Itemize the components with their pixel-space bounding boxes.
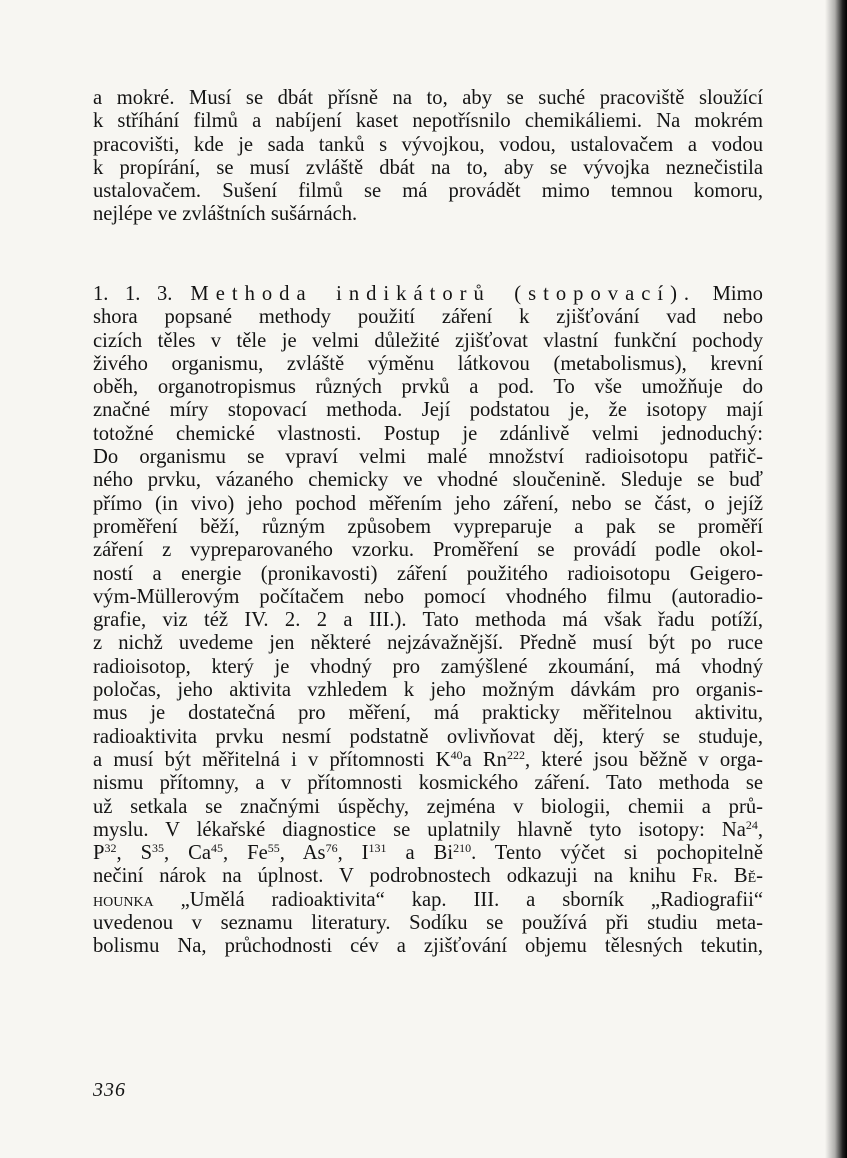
text-line: cizích těles v těle je velmi důležité zjišťovat vlastní funkční pochody	[93, 329, 763, 352]
text-fragment: , Ca	[164, 842, 212, 865]
section-number: 1. 1. 3.	[93, 283, 173, 305]
superscript: 222	[506, 747, 525, 762]
text-fragment: , Fe	[223, 842, 268, 865]
text-line: totožné chemické vlastnosti. Postup je zdánlivě velmi jednoduchý:	[93, 422, 763, 445]
text-fragment: „Umělá radioaktivita“ kap. III. a sborník „Radiografii“	[153, 888, 763, 911]
superscript: 35	[152, 841, 165, 856]
superscript: 32	[104, 841, 117, 856]
text-line-isotopes-k-rn	[93, 749, 763, 772]
text-fragment: , S	[116, 842, 153, 865]
superscript: 210	[453, 841, 472, 856]
author-name: hounka	[93, 888, 154, 911]
paragraph-tracer-method	[93, 283, 763, 959]
text-line: uvedenou v seznamu literatury. Sodíku se používá při studiu meta-	[93, 912, 763, 935]
text-line: pracovišti, kde je sada tanků s vývojkou, vodou, ustalovačem a vodou	[93, 133, 763, 156]
text-line: k stříhání filmů a nabíjení kaset nepotřísnilo chemikáliemi. Na mokrém	[93, 110, 763, 133]
superscript: 76	[325, 841, 338, 856]
text-fragment: nečiní nárok na úplnost. V podrobnostech odkazuji na knihu	[93, 865, 692, 888]
text-line: radioaktivita prvku nesmí podstatně ovlivňovat děj, který se studuje,	[93, 725, 763, 748]
text-line: přímo (in vivo) jeho pochod měřením jeho záření, nebo se část, o jejíž	[93, 492, 763, 515]
text-line: z nichž uvedeme jen některé nejzávažnější. Předně musí být po ruce	[93, 632, 763, 655]
section-title: Methoda indikátorů (stopovací).	[190, 283, 697, 305]
text-line: už setkala se značnými úspěchy, zejména v biologii, chemii a prů-	[93, 795, 763, 818]
text-fragment: P	[93, 842, 105, 865]
text-line: grafie, viz též IV. 2. 2 a III.). Tato methoda má však řadu potíží,	[93, 609, 763, 632]
superscript: 45	[211, 841, 224, 856]
text-line: poločas, jeho aktivita vzhledem k jeho možným dávkám pro organis-	[93, 679, 763, 702]
text-fragment: . Tento výčet si pochopitelně	[471, 842, 763, 865]
text-line: oběh, organotropismus různých prvků a pod. To vše umožňuje do	[93, 376, 763, 399]
page-gutter-shadow	[825, 0, 847, 1158]
text-fragment: a musí být měřitelná i v přítomnosti K	[93, 748, 451, 771]
text-line: záření z vypreparovaného vzorku. Proměření se provádí podle okol-	[93, 539, 763, 562]
text-line-isotopes-list	[93, 842, 763, 865]
text-line: shora popsané methody použití záření k zjišťování vad nebo	[93, 306, 763, 329]
superscript: 131	[368, 841, 387, 856]
text-line: radioisotop, který je vhodný pro zamýšlené zkoumání, má vhodný	[93, 655, 763, 678]
text-line: nejlépe ve zvláštních sušárnách.	[93, 203, 358, 226]
text-line: a mokré. Musí se dbát přísně na to, aby se suché pracoviště sloužící	[93, 87, 763, 109]
text-line: ného prvku, vázaného chemicky ve vhodné sloučenině. Sleduje se buď	[93, 469, 763, 492]
text-line: ustalovačem. Sušení filmů se má provádět mimo temnou komoru,	[93, 180, 763, 203]
text-line: proměření běží, různým způsobem vypreparuje a pak se proměří	[93, 515, 763, 538]
text-line: bolismu Na, průchodnosti cév a zjišťování objemu tělesných tekutin,	[93, 935, 763, 958]
text-line: ností a energie (pronikavosti) záření použitého radioisotopu Geigero-	[93, 562, 763, 585]
page-number: 336	[93, 1079, 126, 1101]
text-line: k propírání, se musí zvláště dbát na to, aby se vývojka neznečistila	[93, 156, 763, 179]
text-fragment: myslu. V lékařské diagnostice se uplatnily hlavně tyto isotopy: Na	[93, 818, 746, 841]
superscript: 40	[450, 747, 463, 762]
paragraph-darkroom	[93, 87, 763, 227]
text-fragment: , As	[279, 842, 326, 865]
superscript: 55	[267, 841, 280, 856]
text-fragment: , které jsou běžně v orga-	[524, 748, 763, 771]
text-line-reference	[93, 865, 763, 888]
text-fragment: a Bi	[386, 842, 454, 865]
text-line: vým-Müllerovým počítačem nebo pomocí vhodného filmu (autoradio-	[93, 585, 763, 608]
superscript: 24	[745, 817, 758, 832]
text-line-isotopes-na	[93, 819, 763, 842]
text-line: živého organismu, zvláště výměnu látkovou (metabolismus), krevní	[93, 352, 763, 375]
text-line: nismu přítomny, a v přítomnosti kosmického záření. Tato methoda se	[93, 772, 763, 795]
text-fragment: a Rn	[462, 748, 507, 771]
text-line: značné míry stopovací methoda. Její podstatou je, že isotopy mají	[93, 399, 763, 422]
text-line: mus je dostatečná pro měření, má prakticky měřitelnou aktivitu,	[93, 702, 763, 725]
author-name: Fr. Bě-	[691, 865, 763, 888]
text-fragment: , I	[337, 842, 369, 865]
section-heading-line	[93, 283, 763, 306]
text-fragment: Mimo	[712, 283, 763, 305]
text-line-reference	[93, 889, 763, 912]
text-line: Do organismu se vpraví velmi malé množství radioisotopu patřič-	[93, 446, 763, 469]
text-fragment: ,	[757, 818, 763, 841]
